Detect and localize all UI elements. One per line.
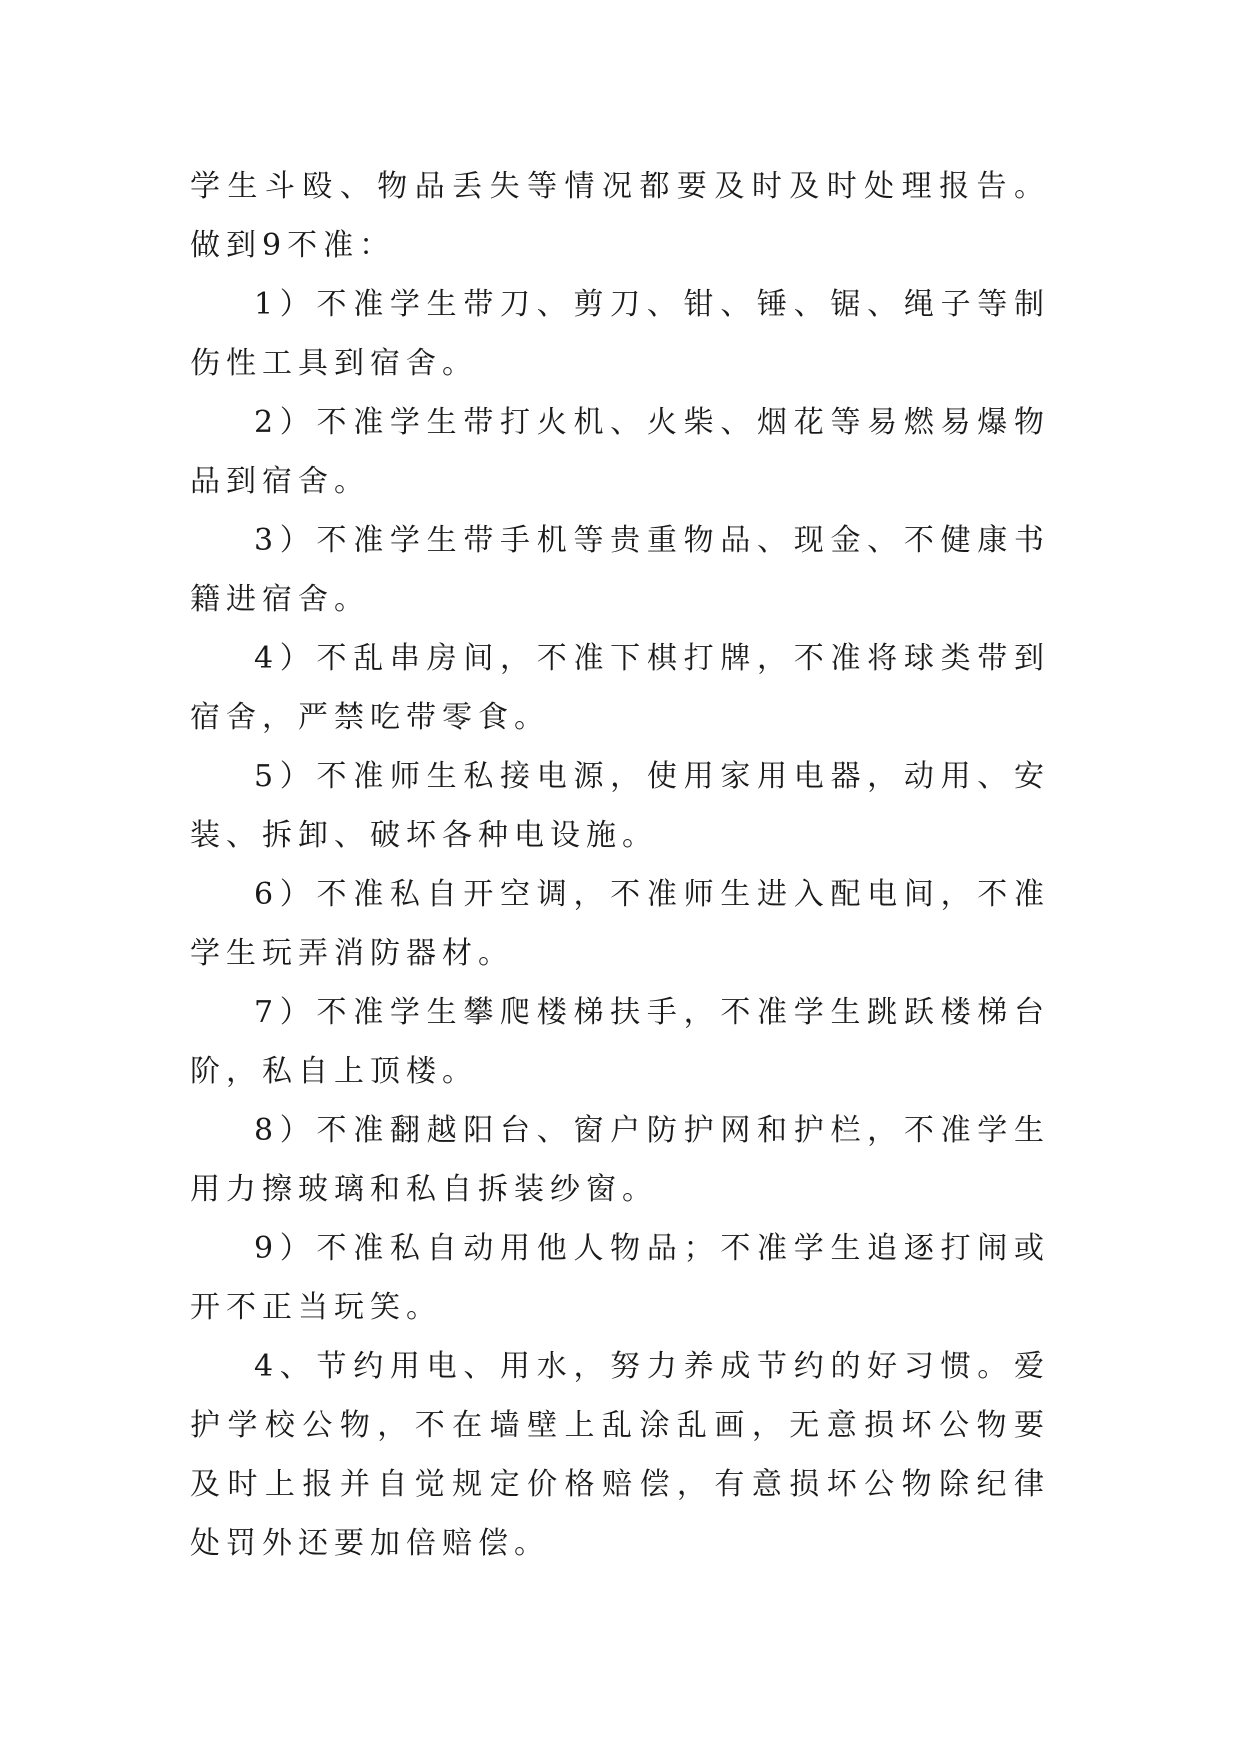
document-body [190, 157, 1050, 1573]
rule-item-4: 4）不乱串房间，不准下棋打牌，不准将球类带到宿舍，严禁吃带零食。 [190, 641, 1050, 735]
rule-item-2: 2）不准学生带打火机、火柴、烟花等易燃易爆物品到宿舍。 [190, 405, 1050, 499]
rule-item-7: 7）不准学生攀爬楼梯扶手，不准学生跳跃楼梯台阶，私自上顶楼。 [190, 995, 1050, 1089]
rule-item-5: 5）不准师生私接电源，使用家用电器，动用、安装、拆卸、破坏各种电设施。 [190, 759, 1050, 853]
rule-item-6: 6）不准私自开空调，不准师生进入配电间，不准学生玩弄消防器材。 [190, 877, 1050, 971]
rule-item-3: 3）不准学生带手机等贵重物品、现金、不健康书籍进宿舍。 [190, 523, 1050, 617]
paragraph-intro: 学生斗殴、物品丢失等情况都要及时及时处理报告。做到9不准： [190, 169, 1050, 263]
rule-item-9: 9）不准私自动用他人物品；不准学生追逐打闹或开不正当玩笑。 [190, 1231, 1050, 1325]
rule-item-1: 1）不准学生带刀、剪刀、钳、锤、锯、绳子等制伤性工具到宿舍。 [190, 287, 1050, 381]
rule-item-8: 8）不准翻越阳台、窗户防护网和护栏，不准学生用力擦玻璃和私自拆装纱窗。 [190, 1113, 1050, 1207]
paragraph-section-4: 4、节约用电、用水，努力养成节约的好习惯。爱护学校公物，不在墙壁上乱涂乱画，无意损坏公物要及时上报并自觉规定价格赔偿，有意损坏公物除纪律处罚外还要加倍赔偿。 [190, 1349, 1050, 1561]
